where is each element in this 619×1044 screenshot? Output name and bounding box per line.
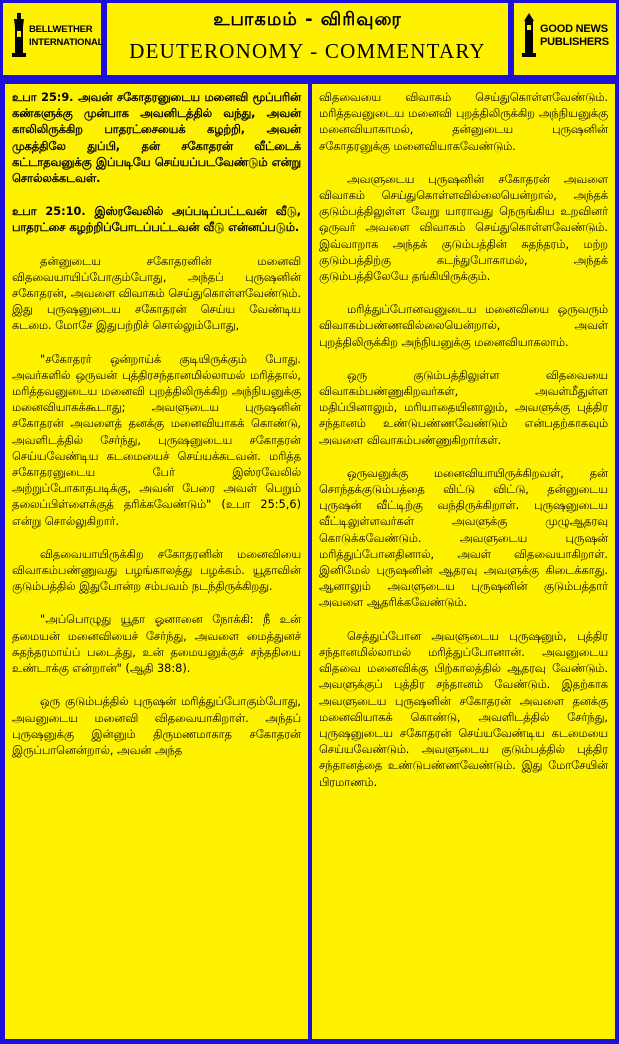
paragraph: அவளுடைய புருஷனின் சகோதரன் அவளை விவாகம் செய்துகொள்ளவில்லையென்றால், அந்தக் குடும்பத்திலுள்ள வேறு யாராவது நெருங்கிய உறவினர் ஒருவர் அவளை விவாகம் செய்துகொள்ளவேண்டும். இவ்வாறாக அந்தக் குடும்பத்தின் சுதந்தரம், மற்ற குடும்பத்திற்கு கடந்துபோகாமல், அந்தக் குடும்பத்திலேயே தங்கியிருக்கும். — [319, 172, 608, 284]
logo-right-line2: PUBLISHERS — [540, 36, 609, 48]
paragraph: செத்துப்போன அவளுடைய புருஷனும், புத்திர சந்தானமில்லாமல் மரித்துப்போனான். அவனுடைய விதவை மனைவிக்கு பிற்காலத்தில் ஆதரவு வேண்டும். அவளுக்குப் புத்திர சந்தானம் வேண்டும். இதற்காக அவளுடைய புருஷனின் சகோதரன் அவளை தனக்கு மனைவியாகக் கொண்டு, அவளிடத்தில் சேர்ந்து, புருஷனுடைய சகோதரன் செய்யவேண்டிய கடமையை செய்யவேண்டும். அவளுடைய குடும்பத்தில் புத்திர சந்தானத்தை உண்டுபண்ணவேண்டும். இது மோசேயின் பிரமாணம். — [319, 629, 608, 789]
logo-left-line1: BELLWETHER — [29, 24, 93, 35]
logo-left-line2: INTERNATIONAL — [29, 37, 104, 48]
verse-25-9: உபா 25:9. அவன் சகோதரனுடைய மனைவி மூப்பரின் கண்களுக்கு முன்பாக அவனிடத்தில் வந்து, அவன் காலிலிருக்கிற பாதரட்சையைக் கழற்றி, அவன் முகத்திலே துப்பி, தன் சகோதரன் வீட்டைக் கட்டாதவனுக்கு இப்படியே செய்யப்படவேண்டும் என்று சொல்லக்கடவள். — [12, 91, 301, 186]
paragraph: ஒரு குடும்பத்தில் புருஷன் மரித்துப்போகும்போது, அவனுடைய மனைவி விதவையாகிறாள். அந்தப் புருஷனுக்கு இன்னும் திருமணமாகாத சகோதரன் இருப்பானென்றால், அவன் அந்த — [12, 695, 301, 757]
bellwether-logo — [3, 3, 104, 75]
paragraph: தன்னுடைய சகோதரனின் மனைவி விதவையாயிப்போகும்போது, அந்தப் புருஷனின் சகோதரன், அவளை விவாகம் செய்துகொள்ளவேண்டும். இது புருஷனுடைய சகோதரன் செய்ய வேண்டிய கடமை. மோசே இதுபற்றிச் சொல்லும்போது, — [12, 254, 301, 333]
title-tamil: உபாகமம் - விரிவுரை — [213, 9, 402, 30]
bell-tower-icon — [11, 13, 27, 57]
quote-paragraph: "சகோதரர் ஒன்றாய்க் குடியிருக்கும் போது. அவர்களில் ஒருவன் புத்திரசந்தானமில்லாமல் மரித்தால், மரித்தவனுடைய மனைவி புறத்திலிருக்கிற அந்நியனுக்கு மனைவியாகக்கூடாது; அவளுடைய புருஷனின் சகோதரன் அவளைத் தனக்கு மனைவியாகக் கொண்டு, அவளிடத்தில் சேர்ந்து, புருஷனுடைய சகோதரன் செய்யவேண்டிய கடமையைச் செய்யக்கடவன். மரித்த சகோதரனுடைய பேர் இஸ்ரவேலில் அற்றுப்போகாதபடிக்கு, அவன் பேரை அவள் பெறும் தலைப்பிள்ளைக்குத் தரிக்கவேண்டும்" (உபா 25:5,6) என்று சொல்லுகிறார். — [12, 352, 301, 528]
left-column — [5, 84, 308, 1039]
logo-right-line1: GOOD NEWS — [540, 23, 608, 35]
paragraph: மரித்துப்போனவனுடைய மனைவியை ஒருவரும் விவாகம்பண்ணவில்லையென்றால், அவள் புறத்திலிருக்கிற அந்நியனுக்கு மனைவியாகலாம். — [319, 303, 608, 349]
paragraph: விதவையாயிருக்கிற சகோதரனின் மனைவியை விவாகம்பண்ணுவது பழங்காலத்து பழக்கம். யூதாவின் குடும்பத்தில் இதுபோன்ற சம்பவம் நடந்திருக்கிறது. — [12, 547, 301, 594]
paragraph: விதவையை விவாகம் செய்துகொள்ளவேண்டும். மரித்தவனுடைய மனைவி புறத்திலிருக்கிற அந்நியனுக்கு மனைவியாகாமல், தன்னுடைய புருஷனின் சகோதரனுக்கு மனைவியாகவேண்டும். — [319, 91, 608, 153]
paragraph: ஒருவனுக்கு மனைவியாயிருக்கிறவள், தன் சொந்தக்குடும்பத்தை விட்டு விட்டு, தன்னுடைய புருஷன் வீட்டிற்கு வந்திருக்கிறாள். புருஷனுடைய வீட்டிலுள்ளவர்கள் அவளுக்கு முழுஆதரவு கொடுக்கவேண்டும். அவளுடைய புருஷன் மரித்துப்போனதினால், அவள் விதவையாகிறாள். இனிமேல் புருஷனின் ஆதரவு அவளுக்கு கிடைக்காது. ஆனாலும் அவளுடைய புருஷனின் குடும்பத்தார் அவளை ஆதரிக்கவேண்டும். — [319, 466, 608, 610]
right-column — [312, 84, 615, 1039]
title-english: DEUTERONOMY - COMMENTARY — [129, 39, 486, 63]
title-box — [107, 3, 508, 75]
good-news-logo — [514, 3, 616, 75]
tower-icon — [522, 13, 536, 57]
verse-25-10: உபா 25:10. இஸ்ரவேலில் அப்படிப்பட்டவன் வீடு, பாதரட்சை கழற்றிப்போடப்பட்டவன் வீடு என்னப்படும். — [12, 205, 301, 235]
paragraph: ஒரு குடும்பத்திலுள்ள விதவையை விவாகம்பண்ணுகிறவர்கள், அவள்மீதுள்ள மதிப்பினாலும், மரியாதையினாலும், அவளுக்கு புத்திர சந்தானம் உண்டுபண்ணவேண்டும் என்பதற்காகவும் அவளை விவாகம்பண்ணுகிறார்கள். — [319, 368, 608, 447]
quote-paragraph: "அப்பொழுது யூதா ஓனானை நோக்கி: நீ உன் தமையன் மனைவியைச் சேர்ந்து, அவளை மைத்துனச் சுதந்தரமாய்ப் படைத்து, உன் தமையனுக்குச் சந்ததியை உண்டாக்கு என்றான்" (ஆதி 38:8). — [12, 613, 301, 676]
